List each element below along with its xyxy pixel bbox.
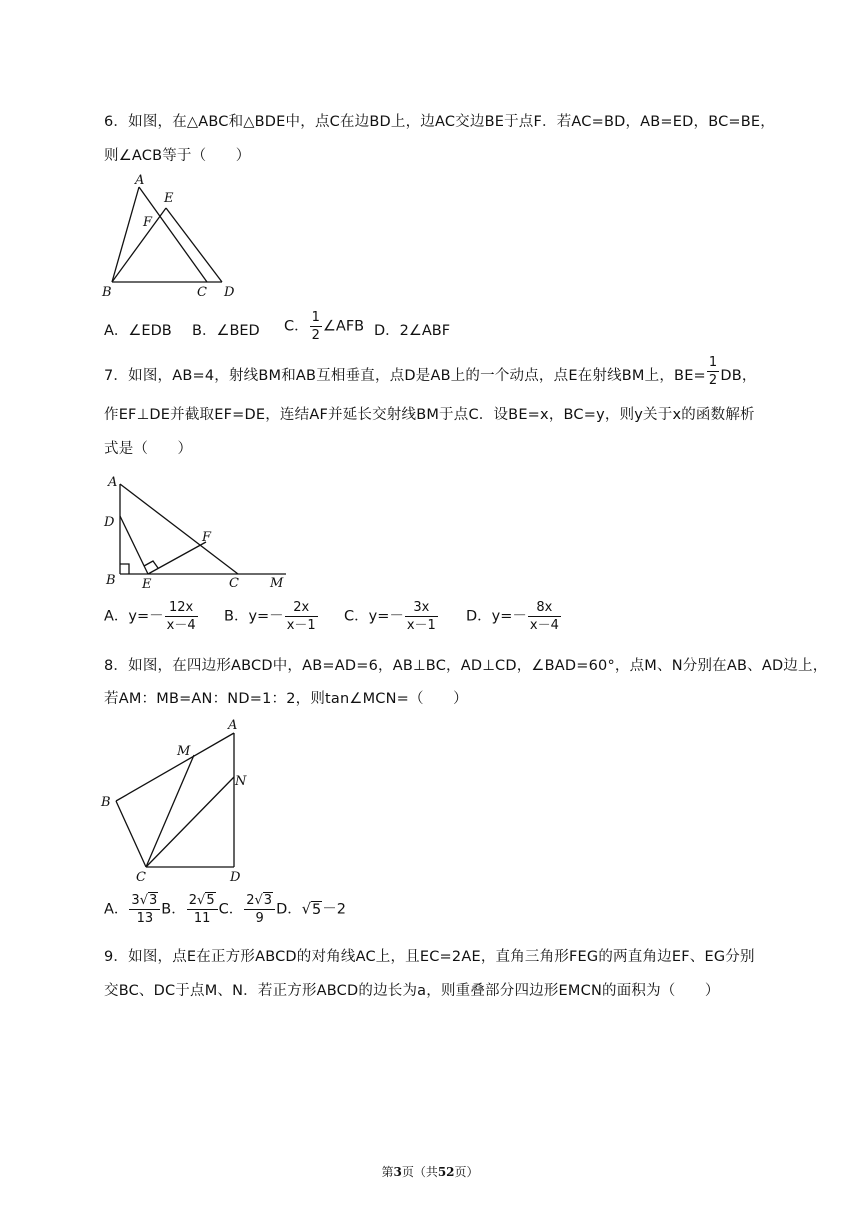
q6-option-c-num: 1 [311, 310, 320, 325]
q6-label-A: A [135, 173, 145, 188]
q8-option-d-suffix: －2 [322, 901, 346, 918]
q8-option-c-num: 2√3 [246, 893, 273, 908]
q7-figure [96, 470, 296, 590]
q8-label-N: N [235, 774, 247, 789]
q8-label-B: B [101, 795, 111, 810]
q8-option-c-prefix: C． [218, 901, 244, 918]
q7-option-a-den: x－4 [166, 618, 196, 633]
q7-label-C: C [229, 576, 239, 590]
q8-label-M: M [177, 744, 191, 759]
q7-option-c-fraction [405, 601, 438, 632]
q7-label-M: M [270, 576, 284, 590]
q8-option-c-rad: 3 [263, 893, 273, 908]
q7-stem-line1-text: 7．如图，AB=4，射线BM和AB互相垂直，点D是AB上的一个动点，点E在射线BM上，BE= [104, 368, 706, 384]
q7-option-b-num: 2x [293, 600, 310, 615]
q6-option-a: A．∠EDB [104, 323, 172, 339]
q8-option-a-prefix: A． [104, 901, 129, 918]
q7-option-d-num: 8x [536, 600, 553, 615]
q8-option-a-rad: 3 [149, 893, 158, 908]
q6-label-F: F [143, 215, 153, 230]
footer-mid: 页（共 [401, 1165, 438, 1179]
q8-option-a-coef: 3 [131, 893, 140, 908]
q7-stem-line3: 式是（ ） [104, 441, 193, 457]
q8-option-c-den: 9 [244, 909, 275, 925]
q6-option-c-fraction [310, 311, 322, 342]
q6-option-c-den: 2 [311, 328, 320, 343]
q8-option-b-den: 11 [187, 909, 218, 925]
q7-option-a [104, 601, 199, 632]
q8-option-b-coef: 2 [188, 893, 198, 908]
q8-label-A: A [228, 718, 238, 733]
q8-label-D: D [230, 870, 241, 885]
q8-label-C: C [136, 870, 146, 885]
q7-option-b [224, 601, 319, 632]
q8-option-b-num: 2√5 [188, 893, 215, 908]
q9-stem-line2: 交BC、DC于点M、N．若正方形ABCD的边长为a，则重叠部分四边形EMCN的面积为（ ） [104, 983, 720, 999]
q6-figure [96, 170, 256, 305]
q7-stem-num: 1 [708, 354, 718, 370]
q6-stem-line2: 则∠ACB等于（ ） [104, 148, 251, 164]
footer-total-pages: 52 [437, 1165, 455, 1179]
q7-stem-den: 2 [708, 372, 718, 388]
q6-option-d: D．2∠ABF [374, 323, 451, 339]
page-footer [0, 1163, 860, 1180]
q7-option-d-den: x－4 [529, 618, 559, 633]
q7-stem-line1-end: DB， [720, 368, 757, 384]
q7-label-E: E [142, 577, 152, 590]
footer-page-number: 3 [393, 1165, 402, 1179]
q7-stem-line1 [104, 354, 757, 388]
q6-option-c-prefix: C． [284, 318, 309, 335]
q8-option-c-coef: 2 [246, 893, 255, 908]
q8-option-b-prefix: B． [161, 901, 186, 918]
q8-option-a-num: 3√3 [131, 893, 158, 908]
q6-option-c-suffix: ∠AFB [322, 318, 365, 335]
q6-label-D: D [224, 285, 235, 300]
q7-option-a-prefix: A．y=－ [104, 608, 164, 625]
footer-pre: 第 [381, 1165, 394, 1179]
q8-option-b-fraction [187, 894, 218, 925]
q7-option-c-prefix: C．y=－ [344, 608, 404, 625]
q9-stem-line1: 9．如图，点E在正方形ABCD的对角线AC上，且EC=2AE，直角三角形FEG的两直角边EF、EG分别 [104, 949, 755, 965]
q6-label-B: B [102, 285, 112, 300]
q8-option-d-rad: 5 [312, 901, 322, 918]
q7-option-c-num: 3x [413, 600, 430, 615]
q6-label-C: C [197, 285, 207, 300]
q8-option-d-expr: √5 [301, 901, 322, 918]
q7-option-b-fraction [285, 601, 318, 632]
q7-stem-fraction [707, 356, 719, 387]
q8-stem-line1: 8．如图，在四边形ABCD中，AB=AD=6，AB⊥BC，AD⊥CD，∠BAD=60°，点M、N分别在AB、AD边上， [104, 658, 828, 674]
q7-option-b-den: x－1 [286, 618, 316, 633]
q6-label-E: E [164, 191, 174, 206]
q7-option-a-fraction [165, 601, 198, 632]
q7-stem-line2: 作EF⊥DE并截取EF=DE，连结AF并延长交射线BM于点C．设BE=x，BC=y，则y关于x的函数解析 [104, 407, 755, 423]
q8-option-c-fraction [244, 894, 275, 925]
q7-option-c [344, 601, 439, 632]
q8-figure [96, 715, 266, 885]
q7-label-D: D [104, 515, 115, 530]
q7-option-b-prefix: B．y=－ [224, 608, 284, 625]
q7-option-c-den: x－1 [406, 618, 436, 633]
q7-option-a-num: 12x [169, 600, 194, 615]
q7-option-d-prefix: D．y=－ [466, 608, 527, 625]
q8-option-a-fraction [129, 894, 160, 925]
q6-option-b: B．∠BED [192, 323, 260, 339]
q8-option-d-prefix: D． [276, 901, 302, 918]
q6-option-c [284, 311, 364, 342]
footer-post: 页） [454, 1165, 479, 1179]
q8-option-b-rad: 5 [206, 893, 215, 908]
q8-options [104, 894, 346, 925]
q7-label-A: A [108, 475, 118, 490]
q8-stem-line2: 若AM：MB=AN：ND=1：2，则tan∠MCN=（ ） [104, 691, 468, 707]
q7-label-F: F [202, 530, 212, 545]
q7-option-d [466, 601, 562, 632]
q8-option-a-den: 13 [129, 909, 160, 925]
q7-label-B: B [106, 573, 116, 588]
q6-stem-line1: 6．如图，在△ABC和△BDE中，点C在边BD上，边AC交边BE于点F．若AC=BD，AB=ED，BC=BE， [104, 114, 775, 130]
q7-option-d-fraction [528, 601, 561, 632]
